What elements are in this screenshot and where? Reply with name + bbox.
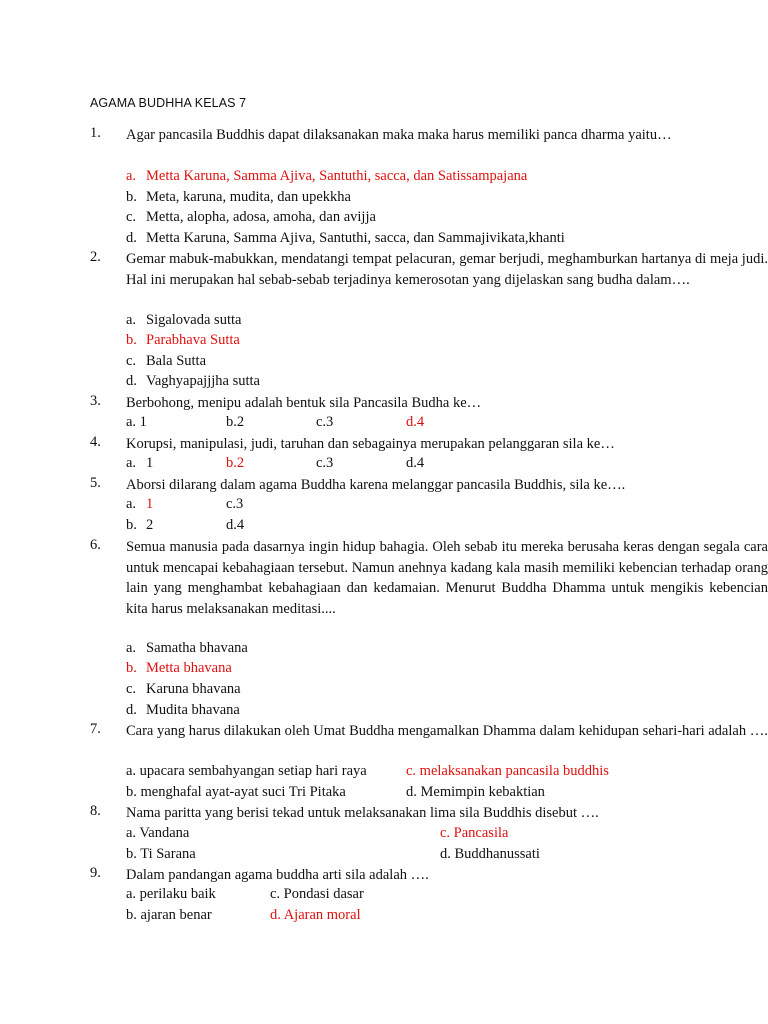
option-9a: a. perilaku baik — [126, 886, 216, 902]
option-3c: c.3 — [316, 414, 334, 430]
question-number: 8. — [90, 803, 101, 819]
question-number: 4. — [90, 434, 101, 450]
option-6a: a. Samatha bhavana — [126, 640, 248, 656]
option-5c: c.3 — [226, 496, 244, 512]
option-8c: c. Pancasila — [440, 825, 509, 841]
option-4d: d.4 — [406, 455, 425, 471]
question-text: Nama paritta yang berisi tekad untuk melaksanakan lima sila Buddhis disebut …. — [126, 805, 599, 821]
option-5a: a. 1 — [126, 496, 154, 512]
option-8a: a. Vandana — [126, 825, 190, 841]
question-number: 5. — [90, 475, 101, 491]
question-text: Agar pancasila Buddhis dapat dilaksanakan maka maka harus memiliki panca dharma yaitu… — [126, 127, 672, 143]
option-1c: c. Metta, alopha, adosa, amoha, dan avijja — [126, 209, 376, 225]
option-4c: c.3 — [316, 455, 334, 471]
option-8b: b. Ti Sarana — [126, 846, 196, 862]
option-1b: b. Meta, karuna, mudita, dan upekkha — [126, 189, 351, 205]
option-7b: b. menghafal ayat-ayat suci Tri Pitaka — [126, 784, 346, 800]
option-1a: a. Metta Karuna, Samma Ajiva, Santuthi, sacca, dan Satissampajana — [126, 168, 528, 184]
option-9d: d. Ajaran moral — [270, 907, 361, 923]
option-3b: b.2 — [226, 414, 245, 430]
option-3a: a. 1 — [126, 414, 147, 430]
option-9b: b. ajaran benar — [126, 907, 212, 923]
option-3d: d.4 — [406, 414, 425, 430]
option-4b: b.2 — [226, 455, 245, 471]
question-text: Semua manusia pada dasarnya ingin hidup bahagia. Oleh sebab itu mereka berusaha keras dengan segala cara untuk mencapai kebahagiaan tersebut. Namun anehnya kadang kala masih memiliki kebencian terhadap orang lain yang menghambat kebahagiaan dan kedamaian. Menurut Buddha Dhamma untuk mengikis kebencian kita harus melaksanakan meditasi.... — [126, 539, 768, 617]
option-2d: d. Vaghyapajjjha sutta — [126, 373, 260, 389]
option-5b: b. 2 — [126, 517, 154, 533]
question-number: 1. — [90, 125, 101, 141]
option-4a: a. 1 — [126, 455, 154, 471]
option-7d: d. Memimpin kebaktian — [406, 784, 545, 800]
option-7a: a. upacara sembahyangan setiap hari raya — [126, 763, 367, 779]
option-9c: c. Pondasi dasar — [270, 886, 364, 902]
option-6b: b. Metta bhavana — [126, 660, 232, 676]
question-number: 3. — [90, 393, 101, 409]
option-5d: d.4 — [226, 517, 245, 533]
question-text: Berbohong, menipu adalah bentuk sila Pancasila Budha ke… — [126, 395, 482, 411]
option-2b: b. Parabhava Sutta — [126, 332, 240, 348]
question-text: Aborsi dilarang dalam agama Buddha karena melanggar pancasila Buddhis, sila ke…. — [126, 477, 626, 493]
option-2a: a. Sigalovada sutta — [126, 312, 242, 328]
question-number: 2. — [90, 249, 101, 265]
question-number: 7. — [90, 721, 101, 737]
option-2c: c. Bala Sutta — [126, 353, 207, 369]
option-8d: d. Buddhanussati — [440, 846, 540, 862]
option-6d: d. Mudita bhavana — [126, 702, 240, 718]
question-text: Dalam pandangan agama buddha arti sila adalah …. — [126, 867, 429, 883]
question-text: Korupsi, manipulasi, judi, taruhan dan sebagainya merupakan pelanggaran sila ke… — [126, 436, 615, 452]
option-6c: c. Karuna bhavana — [126, 681, 241, 697]
question-text: Gemar mabuk-mabukkan, mendatangi tempat pelacuran, gemar berjudi, meghamburkan hartanya di meja judi. Hal ini merupakan hal sebab-sebab terjadinya kemerosotan yang dijelaskan sang budha dalam…. — [126, 251, 768, 288]
question-number: 9. — [90, 865, 101, 881]
option-1d: d. Metta Karuna, Samma Ajiva, Santuthi, sacca, dan Sammajivikata,khanti — [126, 230, 565, 246]
question-number: 6. — [90, 537, 101, 553]
page-title: AGAMA BUDHHA KELAS 7 — [90, 96, 247, 110]
option-7c: c. melaksanakan pancasila buddhis — [406, 763, 609, 779]
question-text: Cara yang harus dilakukan oleh Umat Buddha mengamalkan Dhamma dalam kehidupan sehari-hari adalah …. — [126, 723, 768, 739]
